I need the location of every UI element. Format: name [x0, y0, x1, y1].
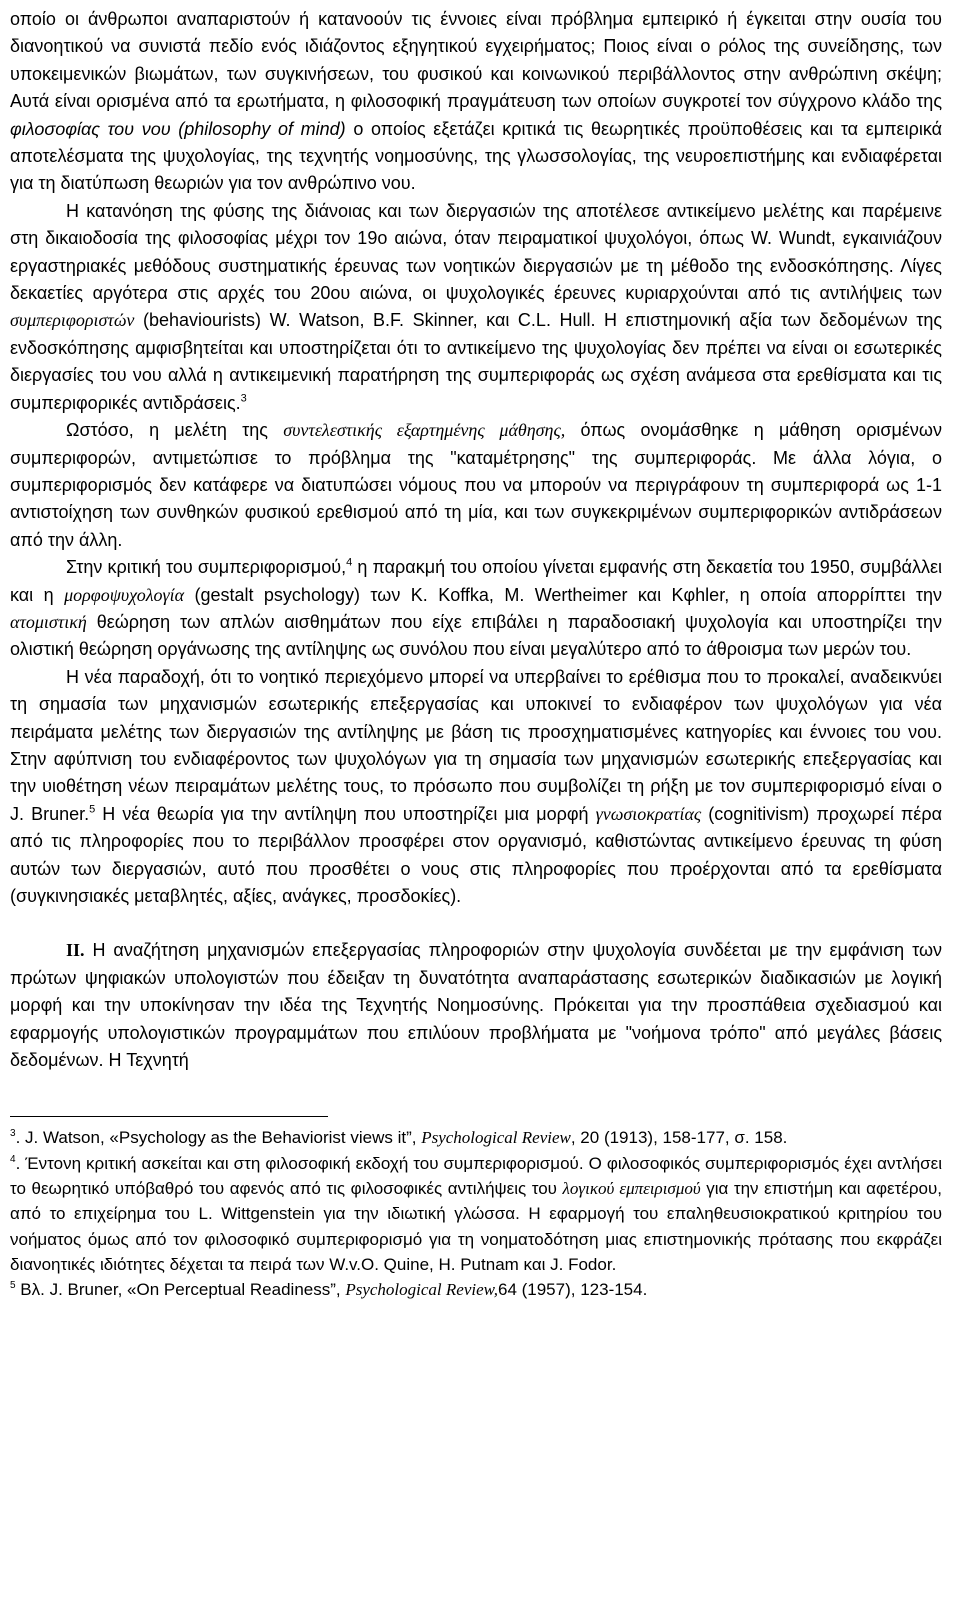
footnote-4-text-end: για την επιστήμη και αφετέρου, από το επιχείρημα του L. Wittgenstein για την ιδιωτική γλώσσα. Η εφαρμογή του επαληθευσιοκρατικού κριτηρίου του νοήματος όμως από τον φιλοσοφικό συμπεριφορισμό για τη νοηματοδότηση μιας επιστημονικής πρότασης που εκφράζει διανοητικές ιδιότητες δέχεται τα πειρά των W.v.O. Quine, H. Putnam και J. Fodor. [10, 1179, 942, 1274]
paragraph-4-text-end: θεώρηση των απλών αισθημάτων που είχε επιβάλει η παραδοσιακή ψυχολογία και υποστηρίζει την ολιστική θεώρηση οργάνωσης της αντίληψης ως συνόλου που είναι μεγαλύτερο από το άθροισμα των μερών του. [10, 611, 942, 660]
paragraph-6-text: Η αναζήτηση μηχανισμών επεξεργασίας πληροφοριών στην ψυχολογία συνδέεται με την εμφάνιση των πρώτων ψηφιακών υπολογιστών που έδειξαν τη δυνατότητα αναπαράστασης εσωτερικών διαδικασιών με λογική μορφή και την υποκίνησαν την ιδέα της Τεχνητής Νοημοσύνης. Πρόκειται για την προσπάθεια σχεδιασμού και εφαρμογής υπολογιστικών προγραμμάτων που επιλύουν προβλήματα με "νοήμονα τρόπο" από μεγάλες βάσεις δεδομένων. Η Τεχνητή [10, 940, 942, 1071]
footnote-ref-5[interactable]: 5 [89, 803, 96, 816]
paragraph-2-text: Η κατανόηση της φύσης της διάνοιας και των διεργασιών της αποτέλεσε αντικείμενο μελέτης και παρέμεινε στη δικαιοδοσία της φιλοσοφίας μέχρι τον 19ο αιώνα, όταν πειραματικοί ψυχολόγοι, όπως W. Wundt, εγκαινιάζουν εργαστηριακές μεθόδους συστηματικής έρευνας των νοητικών διεργασιών με τη μέθοδο της ενδοσκόπησης. Λίγες δεκαετίες αργότερα στις αρχές του 20ου αιώνα, οι ψυχολογικές έρευνες κυριαρχούνται από τις αντιλήψεις των [10, 200, 942, 304]
footnote-ref-3[interactable]: 3 [240, 392, 247, 404]
footnote-3-text-end: , 20 (1913), 158-177, σ. 158. [570, 1128, 788, 1148]
paragraph-5-text-end: (cognitivism) προχωρεί πέρα από τις πληροφορίες που το περιβάλλον προσφέρει στον οργανισμό, καθιστώντας αντικείμενο έρευνας τη φύση αυτών των διεργασιών, αυτό που προσθέτει ο νους στις πληροφορίες που προέρχονται από τα ερεθίσματα (συγκινησιακές μεταβλητές, αξίες, ανάγκες, προσδοκίες). [10, 803, 942, 906]
footnote-ref-4[interactable]: 4 [346, 556, 353, 569]
paragraph-4-italic-term-2: ατομιστική [10, 611, 87, 632]
section-gap [10, 910, 942, 937]
paragraph-2 [10, 198, 942, 417]
footnote-5 [10, 1277, 942, 1302]
footnote-4 [10, 1151, 942, 1277]
footnote-4-number: 4 [10, 1153, 16, 1165]
footnote-5-text: Βλ. J. Bruner, «On Perceptual Readiness”, [15, 1280, 346, 1300]
paragraph-2-italic-term: συμπεριφοριστών [10, 310, 135, 331]
footnote-3-text: . J. Watson, «Psychology as the Behaviorist views it”, [15, 1128, 422, 1148]
footnote-5-number: 5 [10, 1280, 16, 1292]
paragraph-4-text-3: (gestalt psychology) των K. Koffka, M. Wertheimer και Kφhler, η οποία απορρίπτει την [184, 584, 943, 605]
footnote-4-text: . Έντονη κριτική ασκείται και στη φιλοσοφική εκδοχή του συμπεριφορισμού. Ο φιλοσοφικός συμπεριφορισμός έχει αντλήσει το θεωρητικό υπόβαθρό του αφενός από τις φιλοσοφικές αντιλήψεις του [10, 1153, 942, 1199]
paragraph-5 [10, 664, 942, 911]
paragraph-3-text-end: όπως ονομάσθηκε η μάθηση ορισμένων συμπεριφορών, αντιμετώπισε το πρόβλημα της "καταμέτρησης" της συμπεριφοράς. Με άλλα λόγια, ο συμπεριφορισμός δεν κατάφερε να διατυπώσει νόμους που να μπορούν να περιγράφουν τη συμπεριφορά ως 1-1 αντιστοίχηση των συνθηκών φυσικού ερεθισμού από τη μία, και των συγκεκριμένων συμπεριφορικών αντιδράσεων από την άλλη. [10, 420, 942, 550]
footnotes [10, 1125, 942, 1302]
footnote-3 [10, 1125, 942, 1150]
paragraph-1-text-end: ο οποίος εξετάζει κριτικά τις θεωρητικές προϋποθέσεις και τα εμπειρικά αποτελέσματα της ψυχολογίας, της τεχνητής νοημοσύνης, της γλωσσολογίας, της νευροεπιστήμης και ενδιαφέρεται για τη διατύπωση θεωριών για τον ανθρώπινο νου. [10, 118, 943, 194]
footnote-3-number: 3 [10, 1128, 16, 1140]
paragraph-4-text: Στην κριτική του συμπεριφορισμού, [66, 557, 347, 578]
footnote-5-journal: Psychological Review, [345, 1280, 498, 1300]
footnote-separator [10, 1116, 328, 1117]
paragraph-2-text-end: (behaviourists) W. Watson, B.F. Skinner, και C.L. Hull. Η επιστημονική αξία των δεδομένων της ενδοσκόπησης αμφισβητείται και υποστηρίζεται ότι το αντικείμενο της ψυχολογίας δεν πρέπει να είναι οι εσωτερικές διεργασίες του νου αλλά η αντικειμενική παρατήρηση της συμπεριφοράς ως σχέση ανάμεσα στα ερεθίσματα και τις συμπεριφορικές αντιδράσεις. [10, 310, 942, 413]
paragraph-5-text: Η νέα παραδοχή, ότι το νοητικό περιεχόμενο μπορεί να υπερβαίνει το ερέθισμα που το προκαλεί, αναδεικνύει τη σημασία των μηχανισμών εσωτερικής επεξεργασίας και υποκινεί το ενδιαφέρον των ψυχολόγων για νέα πειράματα μελέτης των διεργασιών της αντίληψης με βάση τις προσχηματισμένες κατηγορίες και έννοιες του νου. Στην αφύπνιση του ενδιαφέροντος των ψυχολόγων για τη σημασία των μηχανισμών εσωτερικής επεξεργασίας και την υιοθέτηση νέων πειραμάτων μελέτης τους, το πρόσωπο που συμβολίζει τη ρήξη με τον συμπεριφορισμό είναι ο J. Bruner. [10, 666, 942, 824]
paragraph-1-italic-term: φιλοσοφίας του νου (philosophy of mind) [10, 118, 346, 139]
footnote-4-italic-term: λογικού εμπειρισμού [562, 1179, 701, 1199]
paragraph-6 [10, 937, 942, 1074]
paragraph-5-italic-term: γνωσιοκρατίας [595, 803, 702, 824]
paragraph-4-italic-term-1: μορφοψυχολογία [64, 584, 185, 605]
paragraph-4 [10, 554, 942, 664]
paragraph-3-text: Ωστόσο, η μελέτη της [66, 420, 284, 441]
paragraph-3 [10, 417, 942, 554]
section-number: ΙΙ. [66, 940, 85, 961]
paragraph-1-text: οποίο οι άνθρωποι αναπαριστούν ή κατανοούν τις έννοιες είναι πρόβλημα εμπειρικό ή έγκειται στην ουσία του διανοητικού να συνιστά πεδίο ενός ιδιάζοντος εξηγητικού εγχειρήματος; Ποιος είναι ο ρόλος της συνείδησης, των υποκειμενικών βιωμάτων, των συγκινήσεων, του φυσικού και κοινωνικού περιβάλλοντος στην ανθρώπινη σκέψη; Αυτά είναι ορισμένα από τα ερωτήματα, η φιλοσοφική πραγμάτευση των οποίων συγκροτεί τον σύγχρονο κλάδο της [10, 9, 942, 112]
paragraph-5-text-2: Η νέα θεωρία για την αντίληψη που υποστηρίζει μια μορφή [95, 803, 596, 824]
footnote-5-text-end: 64 (1957), 123-154. [497, 1280, 648, 1300]
footnote-3-journal: Psychological Review [421, 1128, 571, 1148]
paragraph-1 [10, 6, 942, 198]
paragraph-3-italic-term: συντελεστικής εξαρτημένης μάθησης, [283, 420, 566, 441]
paragraph-4-text-2: η παρακμή του οποίου γίνεται εμφανής στη δεκαετία του 1950, συμβάλλει και η [10, 557, 942, 605]
